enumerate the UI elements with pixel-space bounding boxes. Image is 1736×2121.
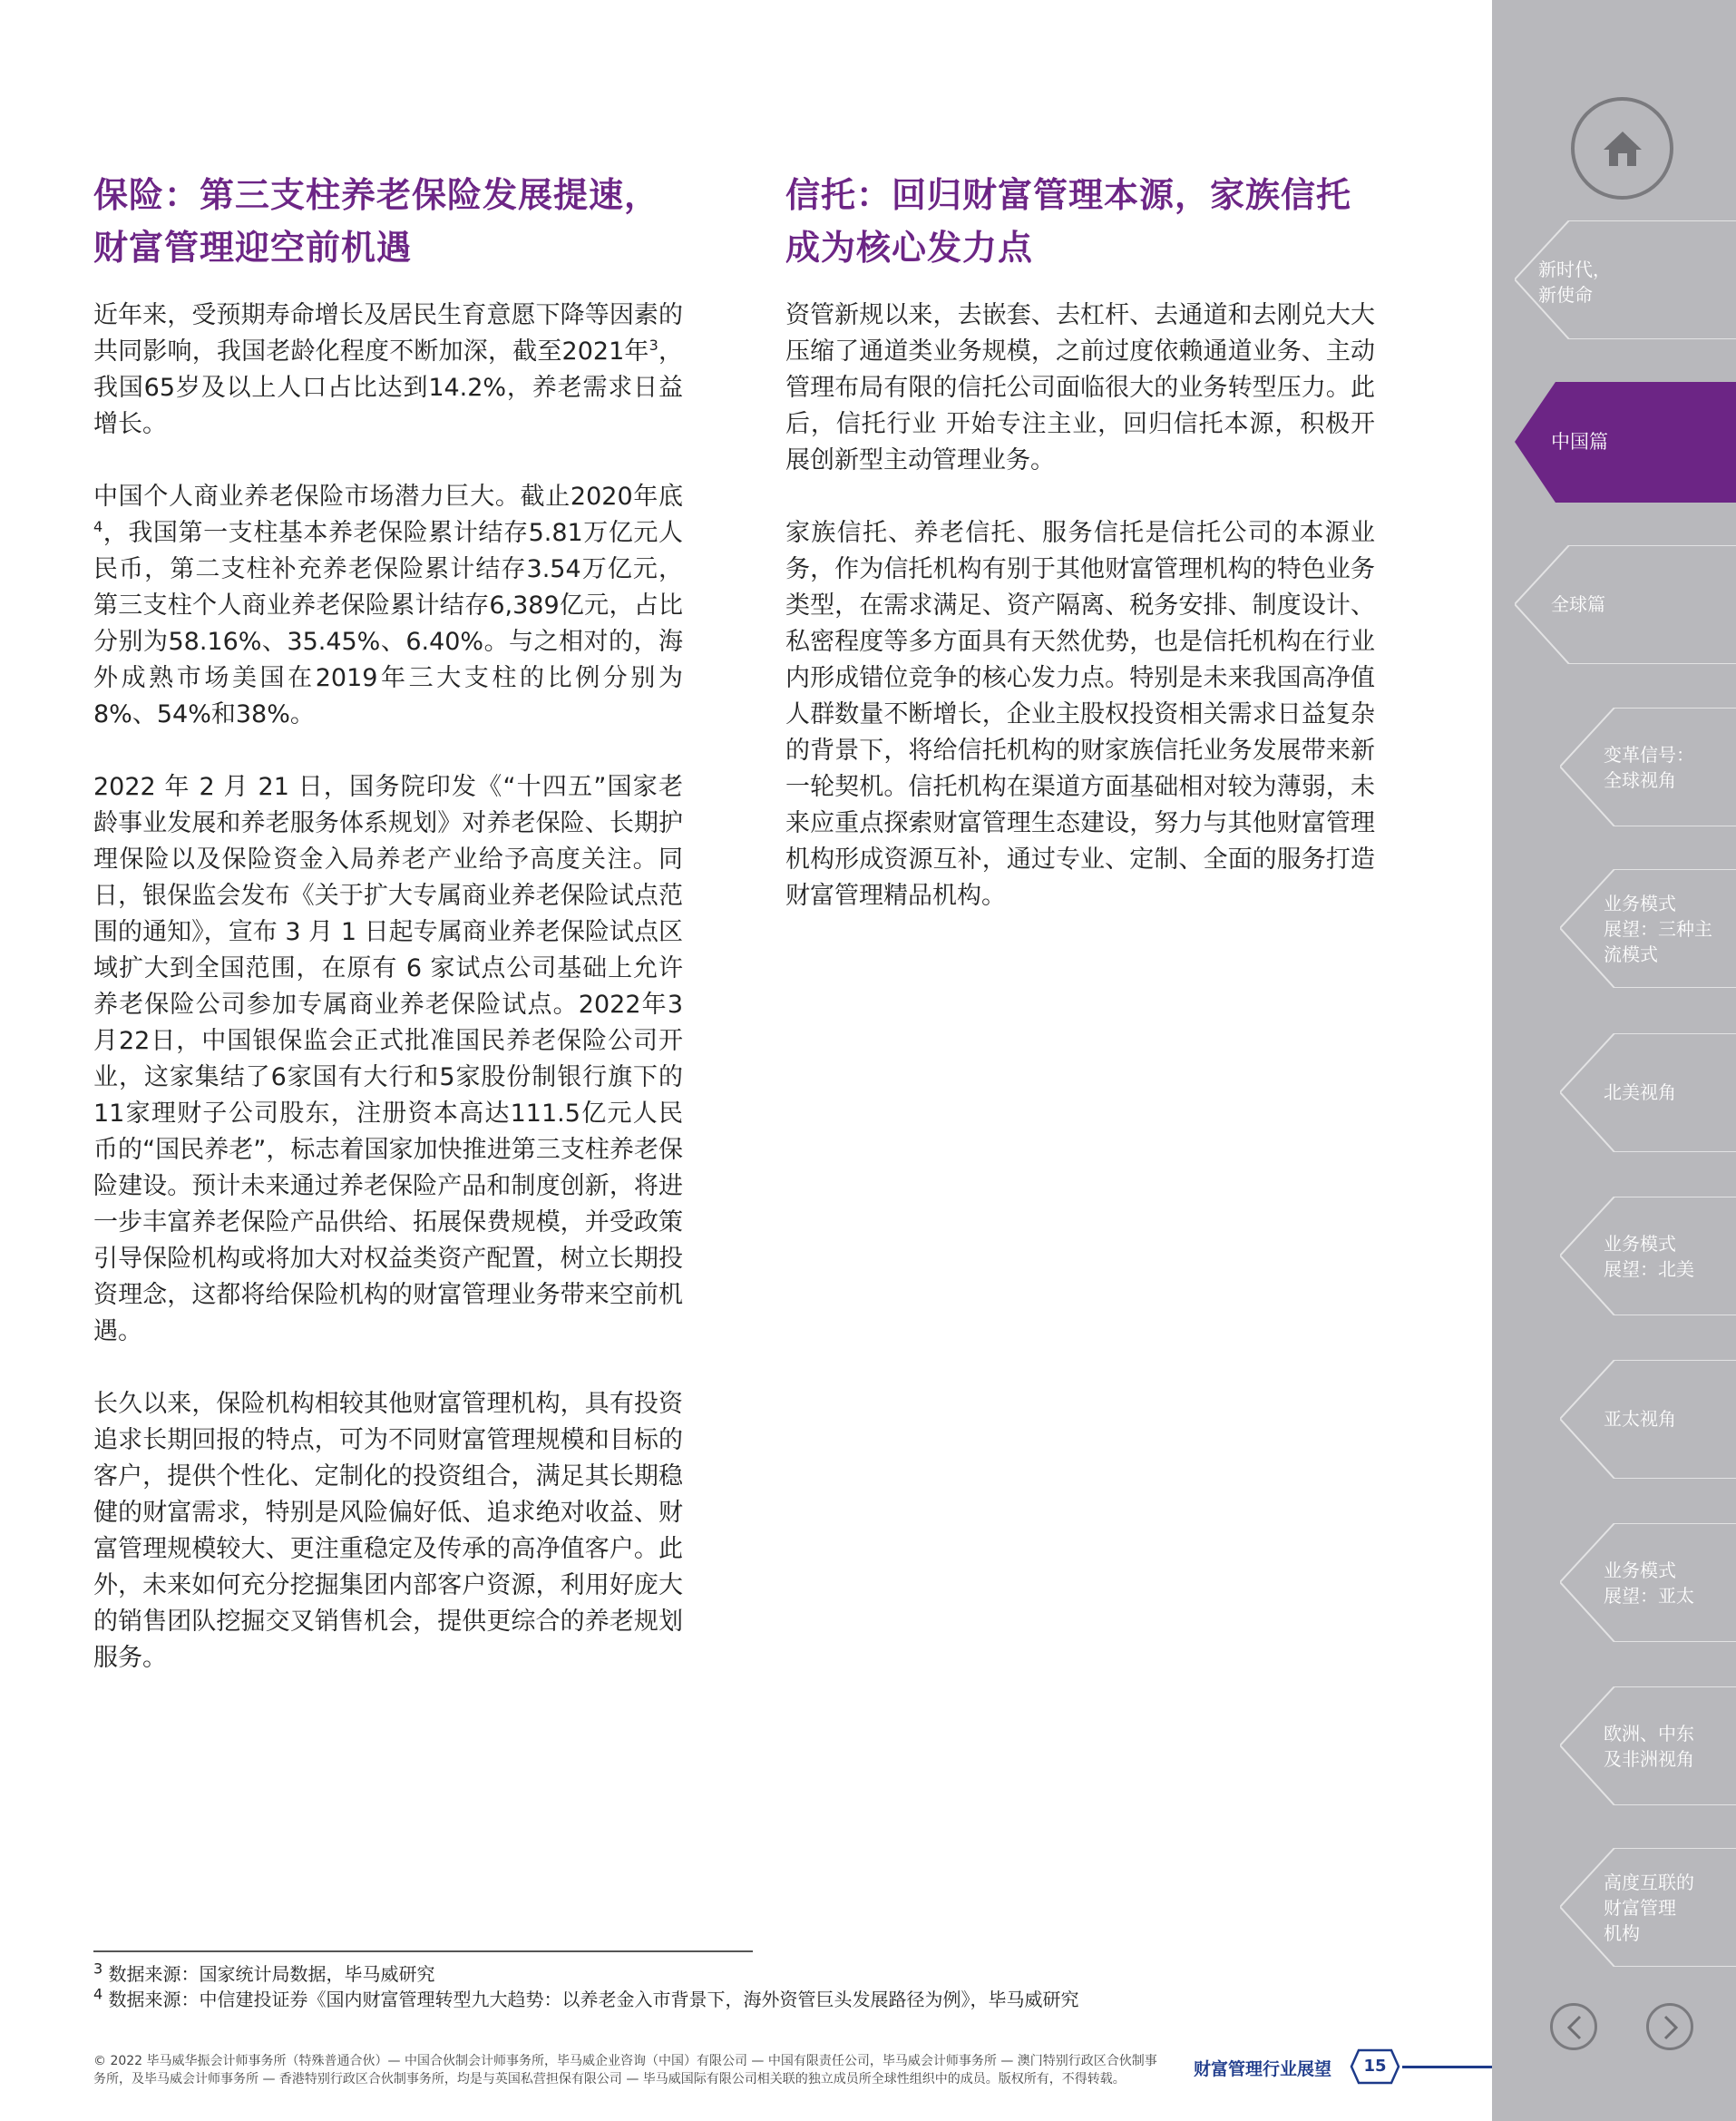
heading-line-2: 成为核心发力点 xyxy=(785,228,1034,268)
sidebar-item-label: 业务模式 展望：亚太 xyxy=(1604,1559,1694,1607)
heading-line-1: 保险：第三支柱养老保险发展提速， xyxy=(93,175,660,215)
sidebar-item-connected[interactable] xyxy=(1560,1848,1736,1967)
sidebar-item-business-model-three[interactable] xyxy=(1560,869,1736,988)
sidebar-item-change-signal[interactable] xyxy=(1560,708,1736,826)
sidebar-item-new-era[interactable] xyxy=(1515,220,1736,339)
sidebar-item-business-model-na[interactable] xyxy=(1560,1197,1736,1315)
paragraph: 长久以来，保险机构相较其他财富管理机构，具有投资追求长期回报的特点，可为不同财富管理规模和目标的客户，提供个性化、定制化的投资组合，满足其长期稳健的财富需求，特别是风险偏好低、追求绝对收益、财富管理规模较大、更注重稳定及传承的高净值客户。此外，未来如何充分挖掘集团内部客户资源，利用好庞大的销售团队挖掘交叉销售机会，提供更综合的养老规划服务。 xyxy=(93,1390,683,1672)
sidebar-item-label: 亚太视角 xyxy=(1604,1408,1676,1430)
heading-line-2: 财富管理迎空前机遇 xyxy=(93,228,413,268)
footnotes xyxy=(93,1961,1079,2012)
sidebar-item-label: 新时代， 新使命 xyxy=(1538,259,1611,306)
paragraph: 家族信托、养老信托、服务信托是信托公司的本源业务，作为信托机构有别于其他财富管理机构的特色业务类型，在需求满足、资产隔离、税务安排、制度设计、私密程度等多方面具有天然优势，也是信托机构在行业内形成错位竞争的核心发力点。特别是未来我国高净值人群数量不断增长，企业主股权投资相关需求日益复杂的背景下，将给信托机构的财家族信托业务发展带来新一轮契机。信托机构在渠道方面基础相对较为薄弱，未来应重点探索财富管理生态建设，努力与其他财富管理机构形成资源互补，通过专业、定制、全面的服务打造财富管理精品机构。 xyxy=(785,519,1375,910)
paragraph xyxy=(93,479,683,733)
page-number: 15 xyxy=(1363,2057,1387,2076)
paragraph-text: ，我国65岁及以上人口占比达到14.2%，养老需求日益增长。 xyxy=(93,337,683,438)
paragraph xyxy=(93,298,683,443)
report-title: 财富管理行业展望 xyxy=(1194,2059,1332,2079)
home-button[interactable] xyxy=(1571,97,1673,200)
sidebar-item-label: 业务模式 展望：三种主 流模式 xyxy=(1604,893,1712,965)
footnote-ref: 3 xyxy=(649,337,658,354)
prev-page-button[interactable] xyxy=(1550,2003,1597,2050)
tab-shape-active xyxy=(1515,382,1736,503)
chevron-left-icon xyxy=(1564,2015,1585,2040)
chevron-right-icon xyxy=(1660,2015,1682,2040)
footnote-item xyxy=(93,1987,1079,2012)
sidebar-item-label: 中国篇 xyxy=(1551,431,1608,453)
sidebar-item-emea[interactable] xyxy=(1560,1686,1736,1805)
sidebar-item-global[interactable] xyxy=(1515,545,1736,664)
insurance-section-heading xyxy=(93,169,683,274)
footnote-number: 4 xyxy=(93,1985,103,2003)
sidebar-item-label: 欧洲、中东 及非洲视角 xyxy=(1604,1723,1694,1770)
footer-line xyxy=(1402,2066,1492,2068)
footnote-text: 数据来源：国家统计局数据，毕马威研究 xyxy=(108,1963,435,1985)
left-column xyxy=(93,169,683,1713)
heading-line-1: 信托：回归财富管理本源，家族信托 xyxy=(785,175,1352,215)
footnote-number: 3 xyxy=(93,1960,103,1978)
sidebar-item-label: 业务模式 展望：北美 xyxy=(1604,1233,1694,1280)
sidebar-item-business-model-ap[interactable] xyxy=(1560,1523,1736,1642)
paragraph: 资管新规以来，去嵌套、去杠杆、去通道和去刚兑大大压缩了通道类业务规模，之前过度依赖通道业务、主动管理布局有限的信托公司面临很大的业务转型压力。此后，信托行业 开始专注主业，回归信托本源，积极开展创新型主动管理业务。 xyxy=(785,301,1375,474)
footnote-item xyxy=(93,1961,1079,1987)
copyright-notice: © 2022 毕马威华振会计师事务所（特殊普通合伙）— 中国合伙制会计师事务所，毕马威企业咨询（中国）有限公司 — 中国有限责任公司，毕马威会计师事务所 — 澳门特别行政区合伙制事务所，及毕马威会计师事务所 — 香港特别行政区合伙制事务所，均是与英国私营担保有限公司 — 毕马威国际有限公司相关联的独立成员所全球性组织中的成员。版权所有，不得转载。 xyxy=(93,2054,1157,2087)
paragraph: 2022 年 2 月 21 日，国务院印发《“十四五”国家老龄事业发展和养老服务体系规划》对养老保险、长期护理保险以及保险资金入局养老产业给予高度关注。同日，银保监会发布《关于扩大专属商业养老保险试点范围的通知》，宣布 3 月 1 日起专属商业养老保险试点区域扩大到全国范围，在原有 6 家试点公司基础上允许养老保险公司参加专属商业养老保险试点。2022年3月22日，中国银保监会正式批准国民养老保险公司开业，这家集结了6家国有大行和5家股份制银行旗下的11家理财子公司股东，注册资本高达111.5亿元人民币的“国民养老”，标志着国家加快推进第三支柱养老保险建设。预计未来通过养老保险产品和制度创新，将进一步丰富养老保险产品供给、拓展保费规模，并受政策引导保险机构或将加大对权益类资产配置，树立长期投资理念，这都将给保险机构的财富管理业务带来空前机遇。 xyxy=(93,773,683,1345)
sidebar-item-china[interactable] xyxy=(1515,382,1736,503)
sidebar-item-label: 全球篇 xyxy=(1551,593,1605,615)
footnote-divider xyxy=(93,1950,753,1952)
sidebar-item-asia-pacific[interactable] xyxy=(1560,1360,1736,1479)
right-column xyxy=(785,169,1375,951)
sidebar-item-north-america[interactable] xyxy=(1560,1033,1736,1152)
paragraph-text: 近年来，受预期寿命增长及居民生育意愿下降等因素的共同影响，我国老龄化程度不断加深，截至2021年 xyxy=(93,301,683,366)
sidebar-item-label: 北美视角 xyxy=(1604,1081,1676,1103)
trust-section-heading xyxy=(785,169,1375,274)
home-icon xyxy=(1600,126,1645,171)
paragraph-text: ，我国第一支柱基本养老保险累计结存5.81万亿元人民币，第二支柱补充养老保险累计结存3.54万亿元，第三支柱个人商业养老保险累计结存6,389亿元，占比分别为58.16%、35.45%、6.40%。与之相对的，海外成熟市场美国在2019年三大支柱的比例分别为8%、54%和38%。 xyxy=(93,519,683,728)
sidebar-item-label: 变革信号： 全球视角 xyxy=(1604,744,1694,791)
sidebar-nav xyxy=(1492,0,1736,2121)
tab-shape xyxy=(1515,545,1736,664)
next-page-button[interactable] xyxy=(1646,2003,1693,2050)
sidebar-item-label: 高度互联的 财富管理 机构 xyxy=(1604,1872,1694,1944)
footnote-text: 数据来源：中信建投证券《国内财富管理转型九大趋势：以养老金入市背景下，海外资管巨头发展路径为例》，毕马威研究 xyxy=(108,1989,1079,2010)
paragraph-text: 中国个人商业养老保险市场潜力巨大。截止2020年底 xyxy=(93,483,683,511)
footnote-ref: 4 xyxy=(93,518,103,535)
